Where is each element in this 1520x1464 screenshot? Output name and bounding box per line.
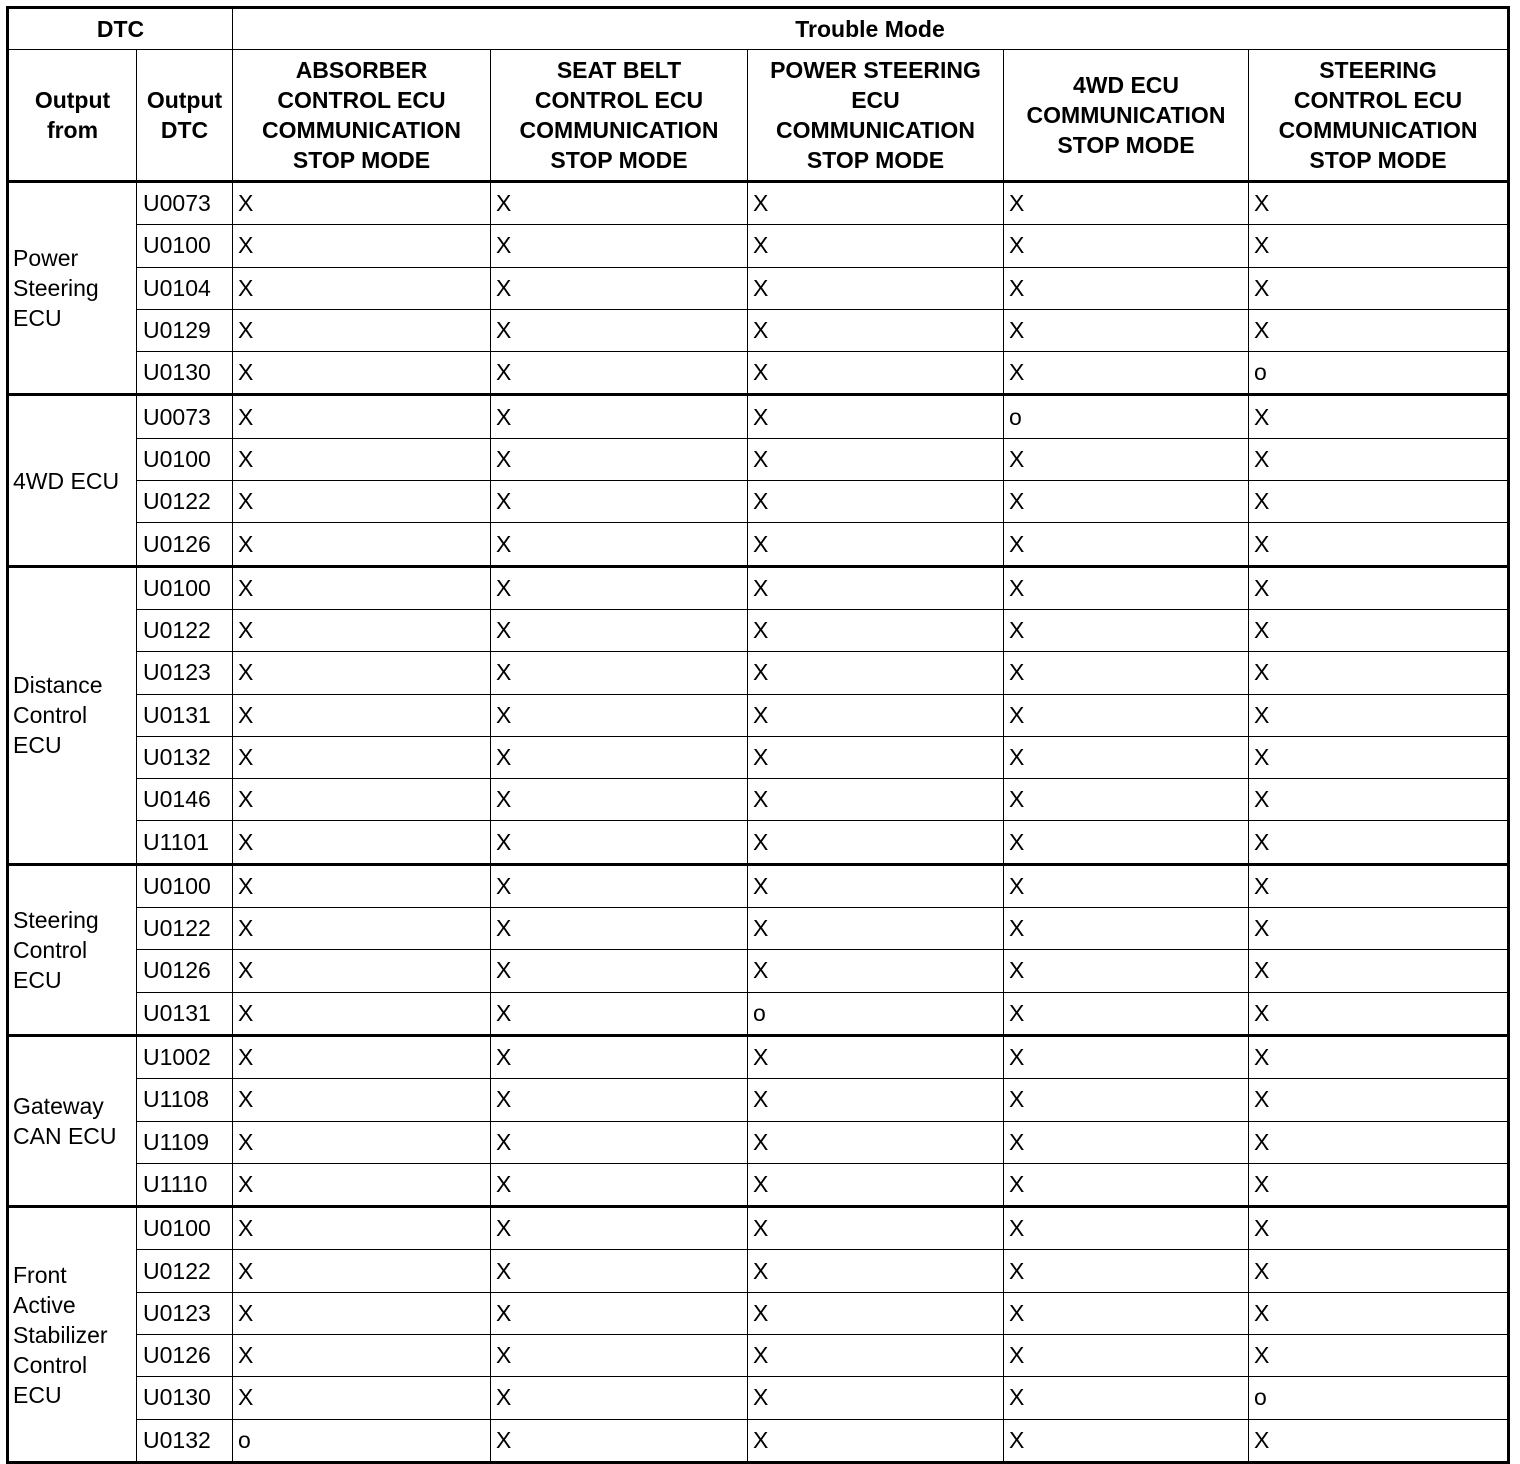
mode-mark-cell: X: [491, 908, 748, 950]
output-from-line: ECU: [13, 1381, 62, 1408]
table-row: [8, 1335, 1509, 1377]
output-from-cell: [8, 182, 137, 395]
header-line: CONTROL ECU: [277, 87, 446, 113]
header-line: COMMUNICATION: [1026, 102, 1226, 128]
mode-header-power-steering: [748, 50, 1004, 182]
mode-mark-cell: X: [1249, 1419, 1509, 1462]
mode-mark-cell: X: [491, 736, 748, 778]
mode-mark-cell: X: [1249, 694, 1509, 736]
dtc-code-cell: U0122: [137, 1250, 233, 1292]
mode-mark-cell: X: [748, 182, 1004, 225]
mode-mark-cell: X: [233, 1079, 491, 1121]
dtc-code-cell: U0130: [137, 1377, 233, 1419]
header-line: POWER STEERING: [770, 57, 981, 83]
mode-mark-cell: X: [748, 1377, 1004, 1419]
header-line: STEERING: [1319, 57, 1437, 83]
dtc-code-cell: U0100: [137, 566, 233, 609]
mode-mark-cell: X: [233, 950, 491, 992]
mode-mark-cell: X: [233, 1377, 491, 1419]
mode-mark-cell: X: [1249, 992, 1509, 1035]
output-from-cell: [8, 566, 137, 864]
mode-mark-cell: X: [1249, 182, 1509, 225]
mode-mark-cell: X: [1249, 438, 1509, 480]
table-row: [8, 1250, 1509, 1292]
output-from-line: Gateway: [13, 1093, 104, 1120]
dtc-code-cell: U0126: [137, 950, 233, 992]
table-row: [8, 1079, 1509, 1121]
table-body: [8, 182, 1509, 1463]
table-row: [8, 1292, 1509, 1334]
mode-mark-cell: X: [748, 864, 1004, 907]
mode-mark-cell: X: [1004, 1377, 1249, 1419]
mode-mark-cell: X: [491, 225, 748, 267]
mode-header-absorber: [233, 50, 491, 182]
mode-mark-cell: X: [1249, 1163, 1509, 1206]
mode-mark-cell: X: [491, 1035, 748, 1078]
dtc-code-cell: U0100: [137, 438, 233, 480]
mode-mark-cell: X: [1249, 652, 1509, 694]
output-from-header: [8, 50, 137, 182]
mode-mark-cell: X: [491, 821, 748, 864]
dtc-trouble-mode-table: [6, 6, 1510, 1464]
header-line: STOP MODE: [292, 147, 431, 173]
mode-mark-cell: X: [1004, 908, 1249, 950]
mode-mark-cell: X: [491, 1121, 748, 1163]
dtc-code-cell: U0100: [137, 1207, 233, 1250]
output-from-line: ECU: [13, 966, 62, 993]
table-row: [8, 1035, 1509, 1078]
mode-mark-cell: X: [748, 523, 1004, 566]
mode-mark-cell: X: [748, 1419, 1004, 1462]
dtc-code-cell: U1110: [137, 1163, 233, 1206]
mode-mark-cell: X: [1004, 821, 1249, 864]
table-row: [8, 182, 1509, 225]
mode-mark-cell: X: [748, 950, 1004, 992]
mode-mark-cell: X: [1249, 1292, 1509, 1334]
header-line: DTC: [160, 117, 209, 143]
mode-mark-cell: X: [1249, 395, 1509, 438]
mode-mark-cell: X: [491, 352, 748, 395]
dtc-code-cell: U0146: [137, 779, 233, 821]
dtc-code-cell: U0126: [137, 1335, 233, 1377]
output-from-cell: [8, 1207, 137, 1463]
mode-mark-cell: X: [748, 694, 1004, 736]
mode-mark-cell: X: [1004, 1163, 1249, 1206]
output-from-line: Control: [13, 936, 88, 963]
mode-mark-cell: X: [491, 566, 748, 609]
mode-mark-cell: X: [748, 267, 1004, 309]
mode-mark-cell: X: [491, 1207, 748, 1250]
dtc-code-cell: U0100: [137, 225, 233, 267]
table-row: [8, 1377, 1509, 1419]
header-line: CONTROL ECU: [534, 87, 704, 113]
mode-mark-cell: X: [1004, 225, 1249, 267]
dtc-code-cell: U0100: [137, 864, 233, 907]
dtc-code-cell: U0122: [137, 908, 233, 950]
mode-mark-cell: X: [491, 267, 748, 309]
table-row: [8, 1419, 1509, 1462]
mode-header-4wd: [1004, 50, 1249, 182]
mode-mark-cell: X: [233, 609, 491, 651]
mode-mark-cell: X: [233, 908, 491, 950]
output-from-cell: [8, 864, 137, 1035]
dtc-code-cell: U0122: [137, 481, 233, 523]
dtc-code-cell: U0126: [137, 523, 233, 566]
mode-mark-cell: X: [491, 864, 748, 907]
mode-mark-cell: X: [748, 1335, 1004, 1377]
mode-mark-cell: X: [233, 395, 491, 438]
dtc-code-cell: U1002: [137, 1035, 233, 1078]
table-row: [8, 652, 1509, 694]
header-line: COMMUNICATION: [776, 117, 975, 143]
mode-mark-cell: X: [233, 309, 491, 351]
dtc-code-cell: U1109: [137, 1121, 233, 1163]
mode-mark-cell: X: [491, 438, 748, 480]
dtc-code-cell: U0129: [137, 309, 233, 351]
header-line: from: [46, 117, 99, 143]
table-row: [8, 523, 1509, 566]
header-line: ABSORBER: [295, 57, 428, 83]
mode-mark-cell: X: [1249, 225, 1509, 267]
header-line: STOP MODE: [806, 147, 945, 173]
header-line: STOP MODE: [550, 147, 688, 173]
table-row: [8, 779, 1509, 821]
mode-mark-cell: X: [1004, 1035, 1249, 1078]
header-line: Output: [146, 87, 223, 113]
mode-mark-cell: o: [233, 1419, 491, 1462]
mode-mark-cell: X: [233, 481, 491, 523]
dtc-code-cell: U0132: [137, 1419, 233, 1462]
dtc-code-cell: U0122: [137, 609, 233, 651]
mode-mark-cell: X: [491, 1250, 748, 1292]
table-row: [8, 352, 1509, 395]
mode-mark-cell: X: [1004, 1419, 1249, 1462]
mode-header-steering-control: [1249, 50, 1509, 182]
table-row: [8, 736, 1509, 778]
mode-mark-cell: X: [491, 523, 748, 566]
output-from-line: ECU: [13, 732, 62, 759]
mode-mark-cell: X: [233, 1035, 491, 1078]
mode-mark-cell: X: [1249, 481, 1509, 523]
mode-mark-cell: X: [1004, 1292, 1249, 1334]
header-line: STOP MODE: [1057, 132, 1195, 158]
mode-mark-cell: X: [1249, 523, 1509, 566]
mode-mark-cell: X: [1249, 1250, 1509, 1292]
table-row: [8, 609, 1509, 651]
mode-mark-cell: X: [1249, 779, 1509, 821]
mode-mark-cell: X: [233, 438, 491, 480]
mode-mark-cell: X: [233, 821, 491, 864]
dtc-code-cell: U0123: [137, 1292, 233, 1334]
mode-mark-cell: X: [491, 950, 748, 992]
mode-mark-cell: X: [748, 736, 1004, 778]
mode-mark-cell: X: [748, 395, 1004, 438]
table-row: [8, 694, 1509, 736]
output-from-cell: [8, 1035, 137, 1206]
table-row: [8, 821, 1509, 864]
output-from-line: Stabilizer: [13, 1321, 108, 1348]
mode-mark-cell: X: [491, 481, 748, 523]
mode-mark-cell: X: [233, 1163, 491, 1206]
mode-mark-cell: X: [491, 1377, 748, 1419]
mode-mark-cell: X: [233, 1121, 491, 1163]
table-row: [8, 481, 1509, 523]
mode-mark-cell: X: [1249, 1035, 1509, 1078]
output-from-line: Steering: [13, 906, 99, 933]
mode-mark-cell: X: [1249, 1207, 1509, 1250]
mode-mark-cell: X: [1249, 267, 1509, 309]
table-row: [8, 225, 1509, 267]
mode-mark-cell: X: [748, 352, 1004, 395]
mode-mark-cell: X: [1004, 779, 1249, 821]
table-row: [8, 950, 1509, 992]
header-line: 4WD ECU: [1072, 72, 1180, 98]
dtc-code-cell: U0131: [137, 992, 233, 1035]
mode-mark-cell: X: [1004, 1079, 1249, 1121]
dtc-code-cell: U0073: [137, 395, 233, 438]
mode-mark-cell: X: [1004, 609, 1249, 651]
mode-mark-cell: X: [748, 652, 1004, 694]
mode-mark-cell: X: [1004, 566, 1249, 609]
mode-mark-cell: X: [491, 1163, 748, 1206]
mode-mark-cell: X: [233, 864, 491, 907]
mode-mark-cell: X: [233, 566, 491, 609]
dtc-code-cell: U1101: [137, 821, 233, 864]
dtc-code-cell: U1108: [137, 1079, 233, 1121]
table-row: [8, 1207, 1509, 1250]
mode-header-seat-belt: [491, 50, 748, 182]
mode-mark-cell: X: [491, 1335, 748, 1377]
mode-mark-cell: X: [1004, 694, 1249, 736]
mode-mark-cell: X: [1004, 1250, 1249, 1292]
table-row: [8, 395, 1509, 438]
mode-mark-cell: X: [233, 1335, 491, 1377]
output-from-line: Control: [13, 1351, 88, 1378]
output-from-line: Front: [13, 1261, 67, 1288]
mode-mark-cell: X: [1004, 1335, 1249, 1377]
header-line: Output: [34, 87, 111, 113]
mode-mark-cell: X: [1249, 1079, 1509, 1121]
mode-mark-cell: X: [1249, 821, 1509, 864]
mode-mark-cell: X: [1249, 1121, 1509, 1163]
mode-mark-cell: X: [1004, 309, 1249, 351]
mode-mark-cell: X: [748, 481, 1004, 523]
output-from-line: Distance: [13, 672, 103, 699]
output-dtc-header: [137, 50, 233, 182]
mode-mark-cell: X: [748, 821, 1004, 864]
mode-mark-cell: X: [1004, 481, 1249, 523]
mode-mark-cell: X: [1004, 267, 1249, 309]
mode-mark-cell: X: [748, 1292, 1004, 1334]
mode-mark-cell: X: [748, 609, 1004, 651]
mode-mark-cell: X: [233, 267, 491, 309]
mode-mark-cell: X: [491, 694, 748, 736]
mode-mark-cell: X: [491, 992, 748, 1035]
mode-mark-cell: X: [491, 309, 748, 351]
table-row: [8, 1163, 1509, 1206]
table-row: [8, 438, 1509, 480]
output-from-line: Active: [13, 1291, 76, 1318]
mode-mark-cell: X: [491, 182, 748, 225]
output-from-line: Steering: [13, 275, 99, 302]
mode-mark-cell: X: [233, 1207, 491, 1250]
mode-mark-cell: X: [748, 1079, 1004, 1121]
mode-mark-cell: X: [491, 1419, 748, 1462]
mode-mark-cell: X: [491, 779, 748, 821]
mode-mark-cell: X: [748, 1163, 1004, 1206]
dtc-code-cell: U0131: [137, 694, 233, 736]
mode-mark-cell: X: [233, 523, 491, 566]
mode-mark-cell: X: [1004, 182, 1249, 225]
dtc-code-cell: U0132: [137, 736, 233, 778]
table-row: [8, 864, 1509, 907]
mode-mark-cell: X: [233, 652, 491, 694]
mode-mark-cell: X: [748, 225, 1004, 267]
output-from-line: CAN ECU: [13, 1123, 117, 1150]
table-row: [8, 566, 1509, 609]
mode-mark-cell: X: [491, 1079, 748, 1121]
mode-mark-cell: X: [748, 438, 1004, 480]
mode-mark-cell: X: [1004, 438, 1249, 480]
header-line: ECU: [851, 87, 900, 113]
mode-mark-cell: X: [1249, 609, 1509, 651]
mode-mark-cell: X: [1004, 992, 1249, 1035]
mode-mark-cell: X: [233, 225, 491, 267]
mode-mark-cell: X: [1004, 950, 1249, 992]
mode-mark-cell: X: [233, 352, 491, 395]
mode-mark-cell: X: [1249, 908, 1509, 950]
dtc-code-cell: U0073: [137, 182, 233, 225]
output-from-line: 4WD ECU: [13, 467, 120, 494]
mode-mark-cell: X: [1004, 523, 1249, 566]
output-from-line: Control: [13, 702, 88, 729]
dtc-code-cell: U0130: [137, 352, 233, 395]
mode-mark-cell: o: [1249, 352, 1509, 395]
mode-mark-cell: X: [1249, 736, 1509, 778]
mode-mark-cell: X: [748, 309, 1004, 351]
mode-mark-cell: X: [233, 779, 491, 821]
header-line: COMMUNICATION: [1278, 117, 1478, 143]
mode-mark-cell: X: [748, 1035, 1004, 1078]
mode-mark-cell: X: [748, 1121, 1004, 1163]
mode-mark-cell: X: [491, 609, 748, 651]
mode-mark-cell: X: [233, 694, 491, 736]
mode-mark-cell: X: [1249, 309, 1509, 351]
mode-mark-cell: X: [748, 779, 1004, 821]
dtc-header: DTC: [8, 8, 233, 50]
mode-mark-cell: X: [233, 736, 491, 778]
output-from-cell: [8, 395, 137, 566]
mode-mark-cell: X: [1004, 352, 1249, 395]
trouble-mode-header: Trouble Mode: [233, 8, 1509, 50]
mode-mark-cell: X: [748, 908, 1004, 950]
output-from-line: Power: [13, 245, 79, 272]
mode-mark-cell: X: [1249, 950, 1509, 992]
header-line: STOP MODE: [1309, 147, 1447, 173]
mode-mark-cell: X: [491, 652, 748, 694]
mode-mark-cell: X: [233, 182, 491, 225]
mode-mark-cell: X: [748, 1250, 1004, 1292]
header-line: CONTROL ECU: [1293, 87, 1463, 113]
table-row: [8, 908, 1509, 950]
mode-mark-cell: X: [233, 1292, 491, 1334]
mode-mark-cell: X: [1004, 1207, 1249, 1250]
mode-mark-cell: X: [233, 992, 491, 1035]
output-from-line: ECU: [13, 305, 62, 332]
mode-mark-cell: X: [1249, 864, 1509, 907]
mode-mark-cell: X: [748, 566, 1004, 609]
mode-mark-cell: X: [233, 1250, 491, 1292]
table-row: [8, 309, 1509, 351]
mode-mark-cell: X: [748, 1207, 1004, 1250]
header-line: COMMUNICATION: [262, 117, 461, 143]
mode-mark-cell: o: [1004, 395, 1249, 438]
mode-mark-cell: X: [1004, 736, 1249, 778]
mode-mark-cell: X: [1004, 1121, 1249, 1163]
mode-mark-cell: o: [748, 992, 1004, 1035]
header-line: SEAT BELT: [556, 57, 682, 83]
mode-mark-cell: X: [1004, 864, 1249, 907]
table-row: [8, 992, 1509, 1035]
table-row: [8, 267, 1509, 309]
table-row: [8, 1121, 1509, 1163]
mode-mark-cell: o: [1249, 1377, 1509, 1419]
mode-mark-cell: X: [491, 1292, 748, 1334]
mode-mark-cell: X: [491, 395, 748, 438]
dtc-code-cell: U0123: [137, 652, 233, 694]
header-row-columns: [8, 50, 1509, 182]
header-row-top: [8, 8, 1509, 50]
mode-mark-cell: X: [1249, 1335, 1509, 1377]
mode-mark-cell: X: [1249, 566, 1509, 609]
header-line: COMMUNICATION: [519, 117, 719, 143]
mode-mark-cell: X: [1004, 652, 1249, 694]
dtc-code-cell: U0104: [137, 267, 233, 309]
